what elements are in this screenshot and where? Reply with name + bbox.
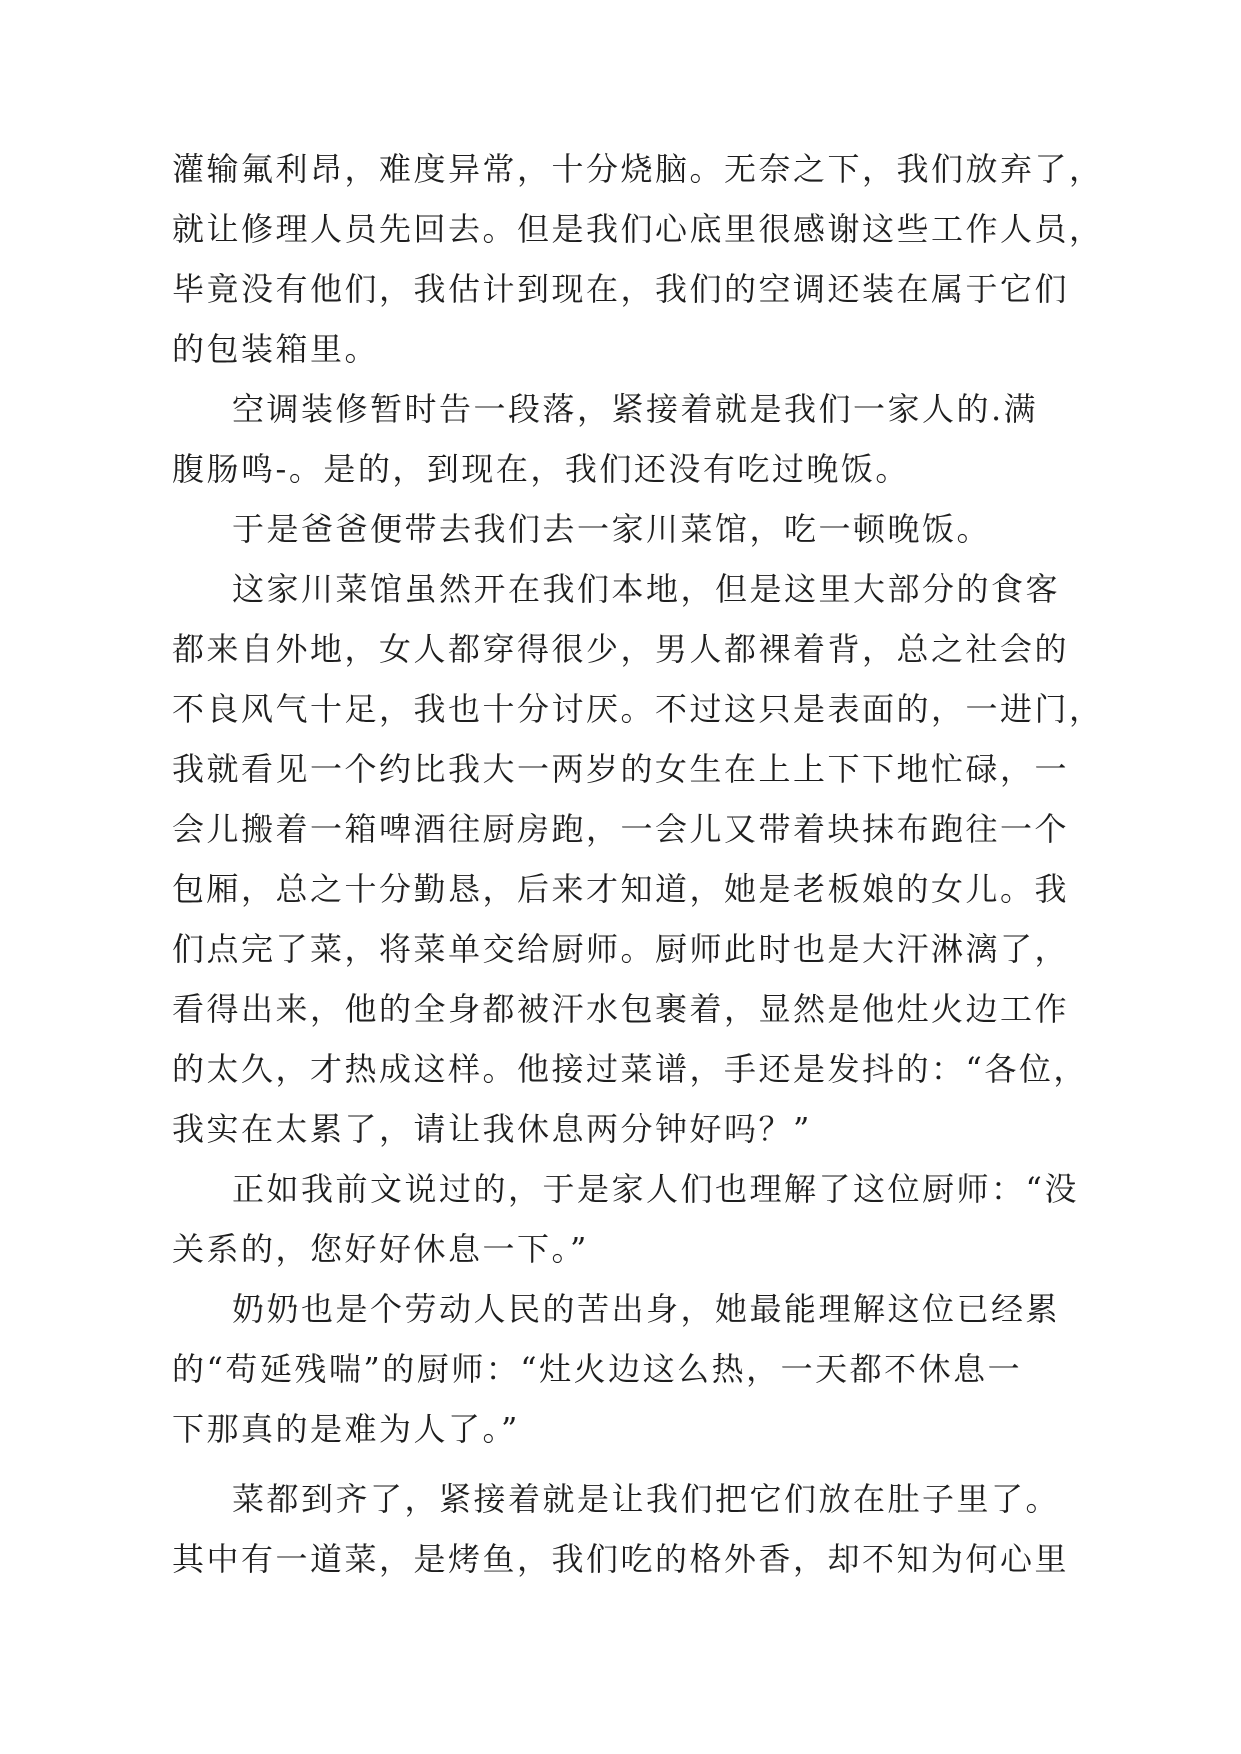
text-line: 灌输氟利昂，难度异常，十分烧脑。无奈之下，我们放弃了， xyxy=(172,150,1104,188)
text-line: 其中有一道菜，是烤鱼，我们吃的格外香，却不知为何心里 xyxy=(172,1540,1070,1578)
text-line: 会儿搬着一箱啤酒往厨房跑，一会儿又带着块抹布跑往一个 xyxy=(172,810,1070,848)
paragraph-first-line: 空调装修暂时告一段落，紧接着就是我们一家人的.满 xyxy=(232,390,1039,428)
paragraph-first-line: 这家川菜馆虽然开在我们本地，但是这里大部分的食客 xyxy=(232,570,1061,608)
text-line: 我实在太累了，请让我休息两分钟好吗？” xyxy=(172,1110,812,1148)
paragraph-first-line: 奶奶也是个劳动人民的苦出身，她最能理解这位已经累 xyxy=(232,1290,1061,1328)
text-line: 的“苟延残喘”的厨师：“灶火边这么热，一天都不休息一 xyxy=(172,1350,1023,1388)
text-line: 就让修理人员先回去。但是我们心底里很感谢这些工作人员， xyxy=(172,210,1104,248)
text-line: 关系的，您好好休息一下。” xyxy=(172,1230,589,1268)
paragraph-first-line: 正如我前文说过的，于是家人们也理解了这位厨师：“没 xyxy=(232,1170,1079,1208)
text-line: 看得出来，他的全身都被汗水包裹着，显然是他灶火边工作 xyxy=(172,990,1070,1028)
text-line: 们点完了菜，将菜单交给厨师。厨师此时也是大汗淋漓了， xyxy=(172,930,1070,968)
text-line: 不良风气十足，我也十分讨厌。不过这只是表面的，一进门， xyxy=(172,690,1104,728)
text-line: 都来自外地，女人都穿得很少，男人都裸着背，总之社会的 xyxy=(172,630,1070,668)
text-line: 包厢，总之十分勤恳，后来才知道，她是老板娘的女儿。我 xyxy=(172,870,1070,908)
text-line: 下那真的是难为人了。” xyxy=(172,1410,520,1448)
text-line: 腹肠鸣-。是的，到现在，我们还没有吃过晚饭。 xyxy=(172,450,910,488)
text-line: 的太久，才热成这样。他接过菜谱，手还是发抖的：“各位， xyxy=(172,1050,1088,1088)
paragraph-first-line: 于是爸爸便带去我们去一家川菜馆，吃一顿晚饭。 xyxy=(232,510,992,548)
text-line: 的包装箱里。 xyxy=(172,330,380,368)
text-line: 我就看见一个约比我大一两岁的女生在上上下下地忙碌，一 xyxy=(172,750,1070,788)
paragraph-first-line: 菜都到齐了，紧接着就是让我们把它们放在肚子里了。 xyxy=(232,1480,1061,1518)
text-line: 毕竟没有他们，我估计到现在，我们的空调还装在属于它们 xyxy=(172,270,1070,308)
